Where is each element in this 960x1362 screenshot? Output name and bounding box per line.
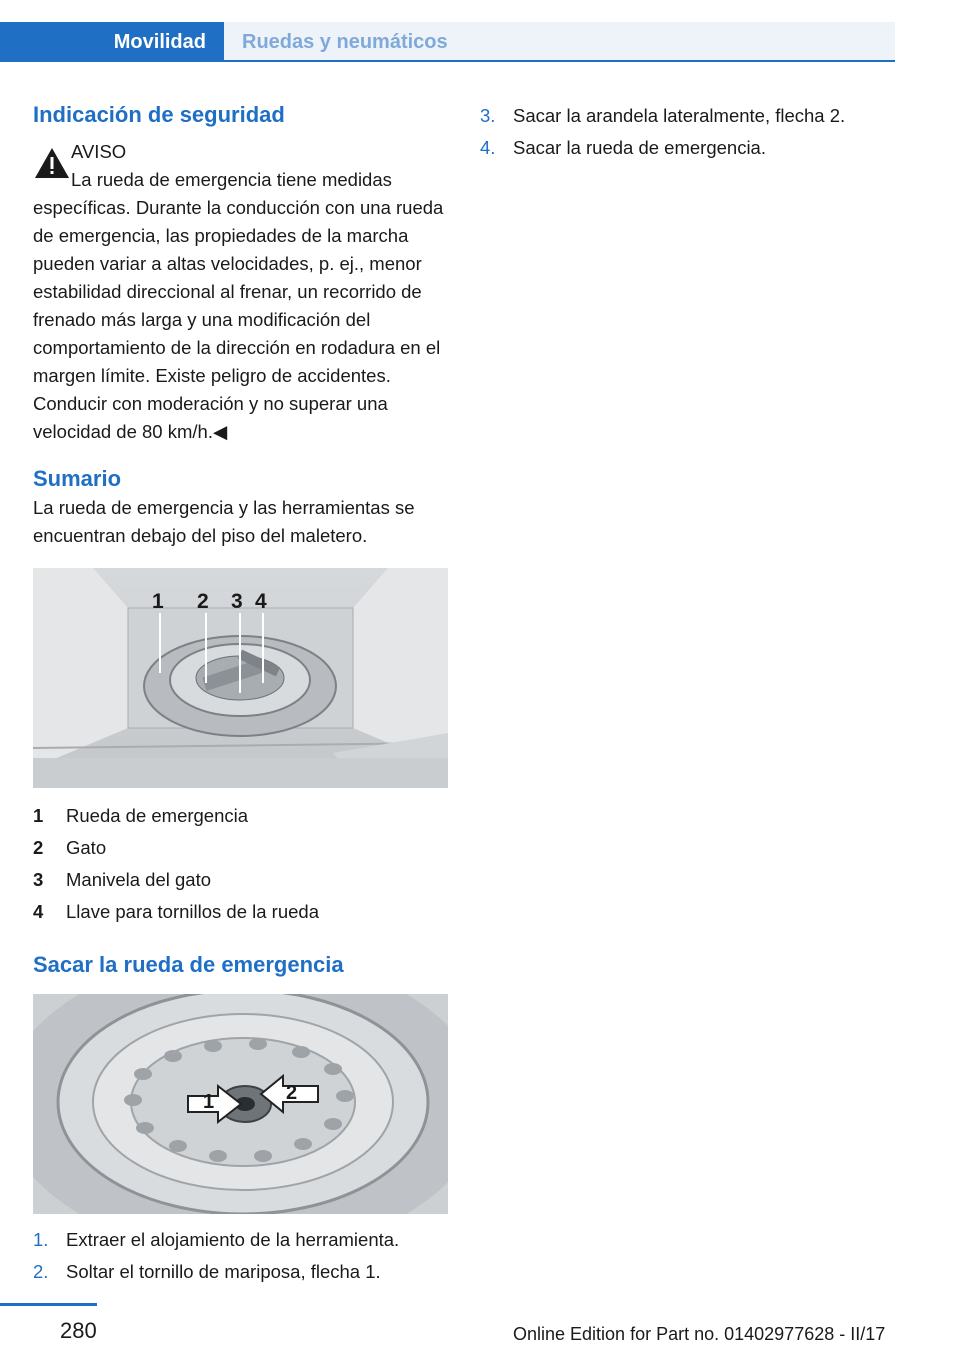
legend-label: Llave para tornillos de la rueda [66, 901, 319, 922]
step-text: Sacar la rueda de emergencia. [513, 137, 766, 158]
header-rule [224, 60, 895, 62]
safety-heading: Indicación de seguridad [33, 102, 285, 127]
callout-3: 3 [231, 590, 243, 613]
legend-number: 4 [33, 901, 44, 922]
legend-item [33, 896, 448, 928]
step-number: 1. [33, 1229, 49, 1250]
page-number: 280 [60, 1318, 97, 1343]
warning-text-first: La rueda de emergencia tiene medidas [71, 169, 392, 190]
remove-heading: Sacar la rueda de emergencia [33, 952, 344, 977]
legend-label: Gato [66, 837, 107, 858]
arrow-label-2: 2 [286, 1082, 298, 1104]
tab-ruedas-neumaticos[interactable]: Ruedas y neumáticos [224, 22, 895, 62]
legend-label: Manivela del gato [66, 869, 212, 890]
edition-note: Online Edition for Part no. 01402977628 - II/17 [513, 1324, 886, 1344]
callout-1: 1 [152, 590, 164, 613]
footer-rule [0, 1303, 97, 1306]
legend-item [33, 832, 448, 864]
legend-item [33, 800, 448, 832]
step-number: 2. [33, 1261, 49, 1282]
callout-4: 4 [255, 590, 267, 613]
warning-text: específicas. Durante la conducción con una rueda de emergencia, las propiedades de la marcha pueden variar a altas velocidades, p. ej., menor estabilidad direccional al frenar, un recorrido de frenado más larga y una modificación del comportamiento de la dirección en rodadura en el margen límite. Existe peligro de accidentes. Conducir con moderación y no superar una velocidad de 80 km/h.◀ [33, 197, 444, 442]
spare-wheel-closeup-image [33, 994, 448, 1214]
summary-text: La rueda de emergencia y las herramientas se encuentran debajo del piso del maletero. [33, 497, 415, 546]
legend-number: 2 [33, 837, 44, 858]
header-tabs [0, 0, 895, 62]
legend-item [33, 864, 448, 896]
callout-line-4 [262, 613, 264, 683]
legend-number: 1 [33, 805, 44, 826]
warning-block [33, 138, 448, 446]
step-number: 3. [480, 105, 496, 126]
callout-line-1 [159, 613, 161, 673]
steps-list-left [33, 1224, 448, 1288]
left-column [33, 100, 448, 1288]
legend-label: Rueda de emergencia [66, 805, 249, 826]
step-item [480, 100, 895, 132]
step-item [33, 1224, 448, 1256]
warning-label: AVISO [71, 141, 127, 162]
figure-legend [33, 800, 448, 928]
step-text: Extraer el alojamiento de la herramienta. [66, 1229, 400, 1250]
trunk-spare-wheel-image [33, 568, 448, 788]
step-number: 4. [480, 137, 496, 158]
legend-number: 3 [33, 869, 44, 890]
steps-list-right [480, 100, 895, 164]
tab-movilidad[interactable]: Movilidad [0, 22, 224, 62]
step-text: Soltar el tornillo de mariposa, flecha 1. [66, 1261, 381, 1282]
summary-heading: Sumario [33, 466, 122, 491]
callout-line-2 [205, 613, 207, 683]
warning-triangle-icon [33, 146, 71, 180]
callout-2: 2 [197, 590, 209, 613]
step-item [480, 132, 895, 164]
step-item [33, 1256, 448, 1288]
step-text: Sacar la arandela lateralmente, flecha 2. [513, 105, 846, 126]
right-column [480, 100, 895, 164]
arrow-label-1: 1 [203, 1091, 215, 1113]
callout-line-3 [239, 613, 241, 693]
